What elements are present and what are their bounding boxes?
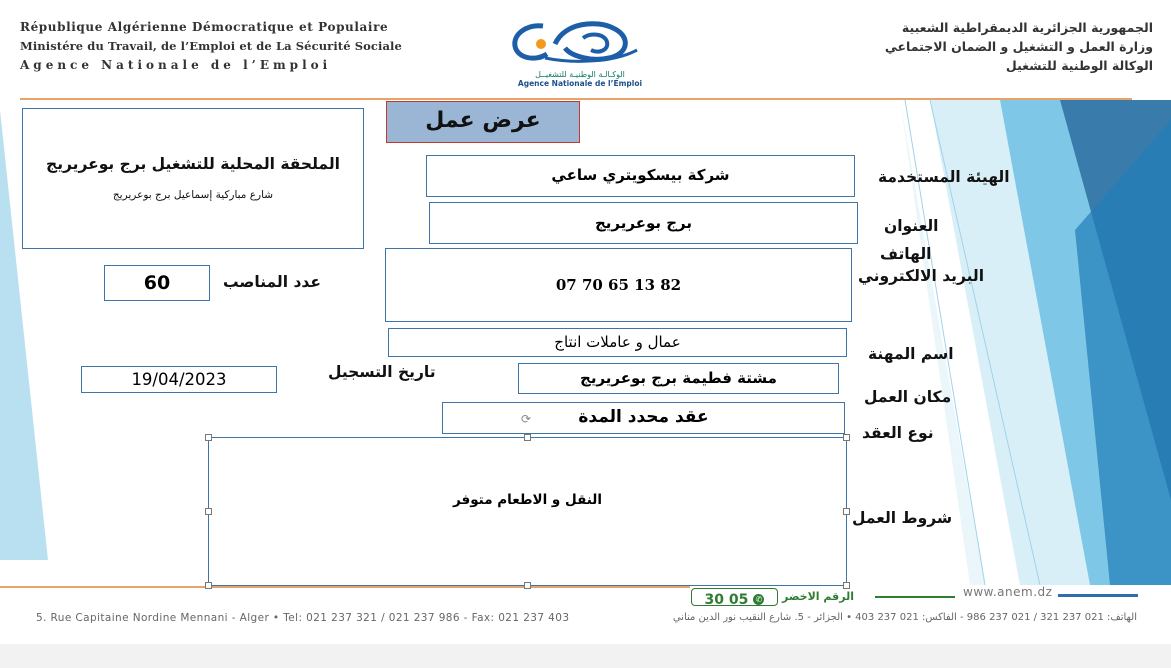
footer-line-right bbox=[1058, 594, 1138, 597]
logo-caption-ar: الوكـالـة الوطنيـة للتشغيــل bbox=[535, 70, 625, 79]
resize-handle-bottom-left[interactable] bbox=[205, 582, 212, 589]
anem-logo bbox=[505, 14, 655, 94]
resize-handle-middle-right[interactable] bbox=[843, 508, 850, 515]
phone-circle-icon: ✆ bbox=[753, 594, 764, 605]
header-ar-line-1: الجمهورية الجزائرية الديمقراطية الشعبية bbox=[901, 20, 1153, 35]
job-value: عمال و عاملات انتاج bbox=[554, 333, 681, 351]
page-bottom-bar bbox=[0, 644, 1171, 668]
agency-name: الملحقة المحلية للتشغيل برج بوعريريج bbox=[46, 155, 340, 173]
contract-label: نوع العقد bbox=[862, 424, 934, 442]
green-number: 30 05 bbox=[704, 592, 749, 608]
employer-value: شركة بيسكويتري ساعي bbox=[551, 166, 730, 184]
agency-address: شارع مباركية إسماعيل برج بوعريريج bbox=[112, 189, 274, 201]
header-ar-line-2: وزارة العمل و التشغيل و الضمان الاجتماعي bbox=[884, 39, 1153, 54]
contract-field bbox=[442, 402, 845, 434]
contract-value: عقد محدد المدة bbox=[578, 407, 709, 427]
positions-value: 60 bbox=[143, 272, 171, 294]
address-field bbox=[429, 202, 858, 244]
employer-label: الهيئة المستخدمة bbox=[878, 168, 1010, 186]
employer-field bbox=[426, 155, 855, 197]
footer-line-left bbox=[0, 586, 690, 588]
rotate-handle-icon[interactable]: ⟳ bbox=[521, 412, 532, 426]
positions-label: عدد المناصب bbox=[223, 273, 321, 291]
registration-field bbox=[81, 366, 277, 393]
resize-handle-bottom-middle[interactable] bbox=[524, 582, 531, 589]
header-fr-line-1: République Algérienne Démocratique et Populaire bbox=[20, 20, 389, 34]
header-ar-line-3: الوكالة الوطنية للتشغيل bbox=[1005, 58, 1153, 73]
header-french bbox=[20, 18, 490, 75]
conditions-value: النقل و الاطعام متوفر bbox=[452, 492, 602, 508]
green-label: الرقم الاخضر bbox=[782, 590, 854, 603]
resize-handle-top-middle[interactable] bbox=[524, 434, 531, 441]
conditions-label: شروط العمل bbox=[852, 509, 953, 527]
conditions-field[interactable] bbox=[208, 437, 847, 586]
job-field bbox=[388, 328, 847, 357]
offer-title: عرض عمل bbox=[425, 108, 541, 133]
header-arabic bbox=[673, 18, 1153, 75]
registration-date: 19/04/2023 bbox=[131, 370, 227, 389]
header-divider bbox=[20, 98, 1132, 100]
website[interactable]: www.anem.dz bbox=[963, 585, 1053, 599]
positions-field bbox=[104, 265, 210, 301]
resize-handle-top-right[interactable] bbox=[843, 434, 850, 441]
header-fr-line-3: Agence Nationale de l’Emploi bbox=[20, 58, 332, 72]
logo-caption-fr: Agence Nationale de l’Emploi bbox=[517, 79, 643, 88]
address-label: العنوان bbox=[884, 217, 939, 235]
offer-title-box bbox=[386, 101, 580, 143]
anem-logo-icon bbox=[505, 14, 655, 66]
email-label: البريد الالكتروني bbox=[858, 267, 985, 285]
workplace-label: مكان العمل bbox=[864, 388, 952, 406]
resize-handle-bottom-right[interactable] bbox=[843, 582, 850, 589]
header-fr-line-2: Ministére du Travail, de l’Emploi et de La Sécurité Sociale bbox=[20, 39, 402, 53]
workplace-value: مشتة فطيمة برج بوعريريج bbox=[580, 369, 777, 387]
job-label: اسم المهنة bbox=[868, 345, 954, 363]
phone-field bbox=[385, 248, 852, 322]
agency-box bbox=[22, 108, 364, 249]
green-number-badge bbox=[691, 588, 778, 606]
workplace-field bbox=[518, 363, 839, 394]
registration-label: تاريخ التسجيل bbox=[328, 363, 436, 381]
address-value: برج بوعريريج bbox=[594, 214, 693, 232]
footer-address-ar: الهاتف: 021 237 321 / 021 237 986 - الفاكس: 021 237 403 • الجزائر - 5. شارع النقيب نور الدين مناني bbox=[672, 612, 1137, 623]
resize-handle-middle-left[interactable] bbox=[205, 508, 212, 515]
footer-address-fr: 5. Rue Capitaine Nordine Mennani - Alger • Tel: 021 237 321 / 021 237 986 - Fax: 021 237 403 bbox=[36, 612, 570, 624]
phone-label: الهاتف bbox=[880, 245, 932, 263]
resize-handle-top-left[interactable] bbox=[205, 434, 212, 441]
phone-value: 07 70 65 13 82 bbox=[555, 276, 682, 294]
footer-line-mid bbox=[875, 596, 955, 598]
